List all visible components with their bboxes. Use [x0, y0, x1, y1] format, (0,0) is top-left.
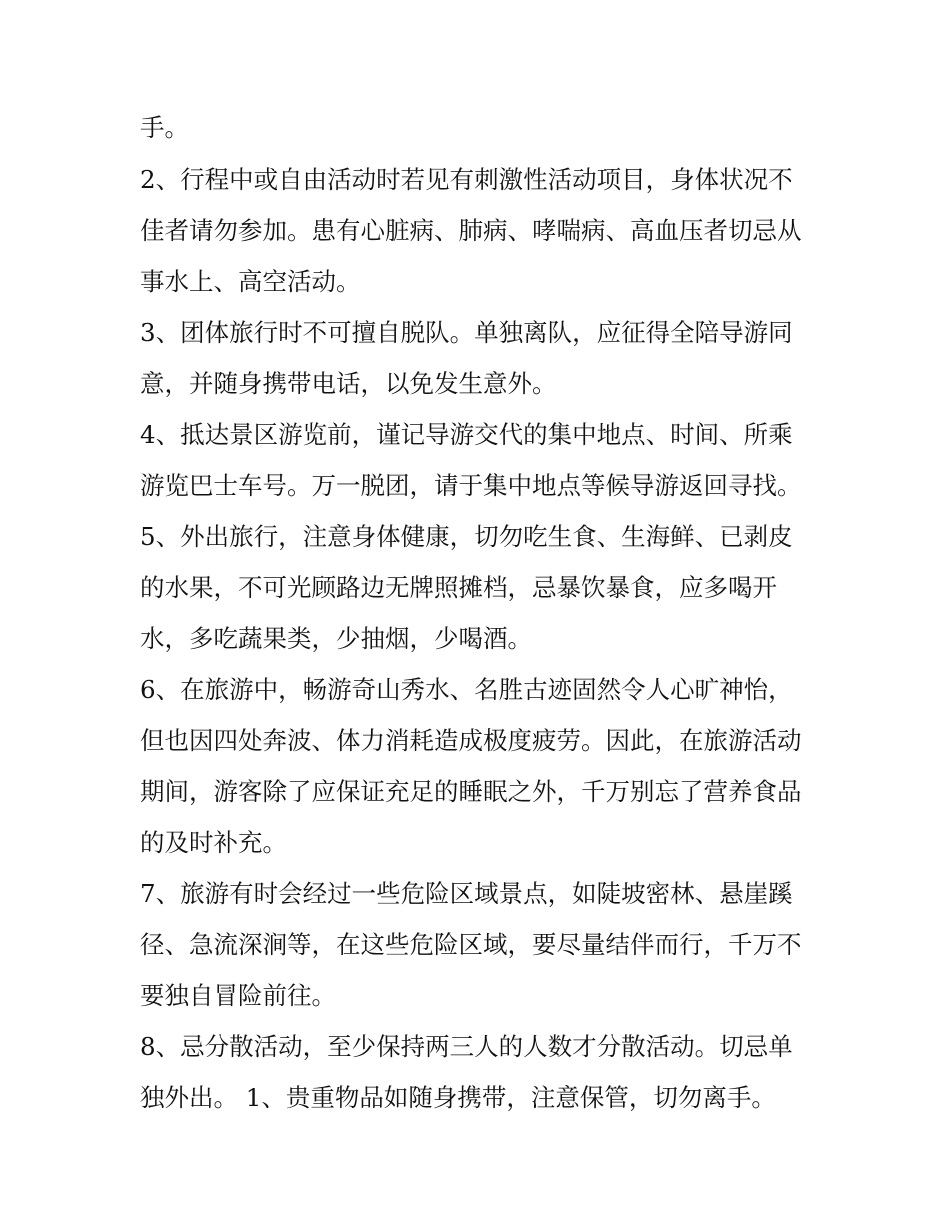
text-line: 6、在旅游中，畅游奇山秀水、名胜古迹固然令人心旷神怡，	[140, 675, 793, 704]
text-line: 8、忌分散活动，至少保持两三人的人数才分散活动。切忌单	[140, 1032, 793, 1061]
text-line: 4、抵达景区游览前，谨记导游交代的集中地点、时间、所乘	[140, 420, 793, 449]
text-line: 但也因四处奔波、体力消耗造成极度疲劳。因此，在旅游活动	[140, 726, 802, 755]
text-line: 的及时补充。	[140, 828, 287, 857]
text-line: 径、急流深涧等，在这些危险区域，要尽量结伴而行，千万不	[140, 930, 802, 959]
text-line: 意，并随身携带电话，以免发生意外。	[140, 369, 557, 398]
text-line: 水，多吃蔬果类，少抽烟，少喝酒。	[140, 624, 532, 653]
text-line: 手。	[140, 113, 189, 142]
text-line: 要独自冒险前往。	[140, 981, 336, 1010]
text-line: 游览巴士车号。万一脱团，请于集中地点等候导游返回寻找。	[140, 471, 802, 500]
text-line: 3、团体旅行时不可擅自脱队。单独离队，应征得全陪导游同	[140, 318, 793, 347]
text-line: 的水果，不可光顾路边无牌照摊档，忌暴饮暴食，应多喝开	[140, 573, 777, 602]
text-line: 5、外出旅行，注意身体健康，切勿吃生食、生海鲜、已剥皮	[140, 522, 793, 551]
text-line: 佳者请勿参加。患有心脏病、肺病、哮喘病、高血压者切忌从	[140, 216, 802, 245]
text-line: 7、旅游有时会经过一些危险区域景点，如陡坡密林、悬崖蹊	[140, 879, 793, 908]
text-line: 独外出。 1、贵重物品如随身携带，注意保管，切勿离手。	[140, 1083, 776, 1112]
text-line: 2、行程中或自由活动时若见有刺激性活动项目，身体状况不	[140, 165, 793, 194]
text-line: 事水上、高空活动。	[140, 267, 361, 296]
text-line: 期间，游客除了应保证充足的睡眠之外，千万别忘了营养食品	[140, 777, 802, 806]
